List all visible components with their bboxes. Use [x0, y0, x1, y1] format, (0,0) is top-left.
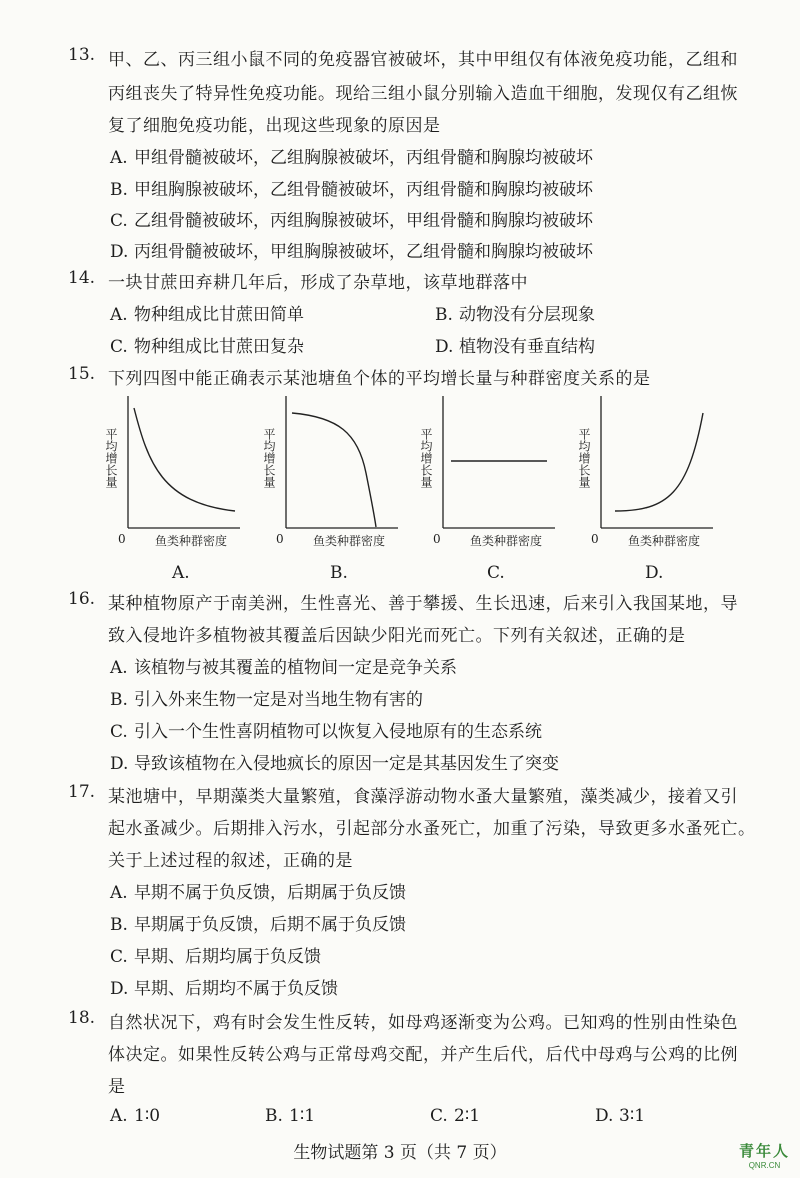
question-stem-line: 一块甘蔗田弃耕几年后，形成了杂草地，该草地群落中	[108, 273, 528, 293]
graph-option-b: B.	[330, 563, 348, 583]
question-number: 16.	[68, 589, 96, 609]
option-d: D. 早期、后期均不属于负反馈	[110, 979, 338, 999]
question-stem-line: 丙组丧失了特异性免疫功能。现给三组小鼠分别输入造血干细胞，发现仅有乙组恢	[108, 84, 738, 104]
question-stem-line: 某池塘中，早期藻类大量繁殖，食藻浮游动物水蚤大量繁殖，藻类减少，接着又引	[108, 787, 738, 807]
option-b: B. 引入外来生物一定是对当地生物有害的	[110, 690, 423, 710]
option-c: C. 早期、后期均属于负反馈	[110, 947, 321, 967]
option-a: A. 物种组成比甘蔗田简单	[110, 305, 304, 325]
graph-a	[100, 393, 250, 558]
option-d: D. 导致该植物在入侵地疯长的原因一定是其基因发生了突变	[110, 754, 559, 774]
question-stem-line: 复了细胞免疫功能，出现这些现象的原因是	[108, 116, 441, 136]
graph-option-d: D.	[645, 563, 664, 583]
option-d: D. 3∶1	[595, 1106, 646, 1126]
x-axis-label: 鱼类种群密度	[470, 534, 543, 548]
option-b: B. 1∶1	[265, 1106, 316, 1126]
option-a: A. 1∶0	[110, 1106, 161, 1126]
x-axis-label: 鱼类种群密度	[313, 534, 386, 548]
origin-label: 0	[433, 532, 441, 546]
y-axis-label: 平均增长量	[262, 428, 276, 488]
curve-line	[292, 413, 376, 527]
option-b: B. 早期属于负反馈，后期不属于负反馈	[110, 915, 406, 935]
option-c: C. 引入一个生性喜阴植物可以恢复入侵地原有的生态系统	[110, 722, 542, 742]
question-stem-line: 关于上述过程的叙述，正确的是	[108, 851, 353, 871]
question-number: 15.	[68, 364, 96, 384]
option-d: D. 丙组骨髓被破坏，甲组胸腺被破坏，乙组骨髓和胸腺均被破坏	[110, 242, 593, 262]
question-stem-line: 自然状况下，鸡有时会发生性反转，如母鸡逐渐变为公鸡。已知鸡的性别由性染色	[108, 1013, 738, 1033]
origin-label: 0	[276, 532, 284, 546]
graph-d	[573, 393, 723, 558]
graph-option-a: A.	[172, 563, 190, 583]
question-stem-line: 起水蚤减少。后期排入污水，引起部分水蚤死亡，加重了污染，导致更多水蚤死亡。	[108, 819, 756, 839]
graph-option-c: C.	[487, 563, 505, 583]
option-b: B. 动物没有分层现象	[435, 305, 595, 325]
curve-line	[615, 413, 703, 511]
question-number: 14.	[68, 268, 96, 288]
watermark-logo: 青年人 QNR.CN	[738, 1143, 790, 1170]
graph-svg	[573, 393, 723, 553]
option-b: B. 甲组胸腺被破坏，乙组骨髓被破坏，丙组骨髓和胸腺均被破坏	[110, 180, 593, 200]
question-stem-line: 体决定。如果性反转公鸡与正常母鸡交配，并产生后代，后代中母鸡与公鸡的比例	[108, 1045, 738, 1065]
graph-svg	[258, 393, 408, 553]
graph-b	[258, 393, 408, 558]
question-stem-line: 某种植物原产于南美洲，生性喜光、善于攀援、生长迅速，后来引入我国某地，导	[108, 594, 738, 614]
question-number: 13.	[68, 45, 96, 65]
option-a: A. 甲组骨髓被破坏，乙组胸腺被破坏，丙组骨髓和胸腺均被破坏	[110, 148, 593, 168]
question-stem-line: 致入侵地许多植物被其覆盖后因缺少阳光而死亡。下列有关叙述，正确的是	[108, 626, 686, 646]
option-a: A. 该植物与被其覆盖的植物间一定是竞争关系	[110, 658, 457, 678]
x-axis-label: 鱼类种群密度	[628, 534, 701, 548]
page-footer: 生物试题第 3 页（共 7 页）	[293, 1143, 507, 1163]
y-axis-label: 平均增长量	[577, 428, 591, 488]
graph-c	[415, 393, 565, 558]
question-number: 18.	[68, 1008, 96, 1028]
graph-svg	[415, 393, 565, 553]
question-stem-line: 甲、乙、丙三组小鼠不同的免疫器官被破坏，其中甲组仅有体液免疫功能，乙组和	[108, 50, 738, 70]
y-axis-label: 平均增长量	[104, 428, 118, 488]
question-number: 17.	[68, 782, 96, 802]
curve-line	[134, 408, 235, 511]
option-c: C. 物种组成比甘蔗田复杂	[110, 337, 304, 357]
option-a: A. 早期不属于负反馈，后期属于负反馈	[110, 883, 406, 903]
question-stem-line: 下列四图中能正确表示某池塘鱼个体的平均增长量与种群密度关系的是	[108, 369, 651, 389]
option-d: D. 植物没有垂直结构	[435, 337, 595, 357]
graph-svg	[100, 393, 250, 553]
y-axis-label: 平均增长量	[419, 428, 433, 488]
question-stem-line: 是	[108, 1077, 126, 1097]
origin-label: 0	[591, 532, 599, 546]
x-axis-label: 鱼类种群密度	[155, 534, 228, 548]
origin-label: 0	[118, 532, 126, 546]
option-c: C. 2∶1	[430, 1106, 481, 1126]
option-c: C. 乙组骨髓被破坏，丙组胸腺被破坏，甲组骨髓和胸腺均被破坏	[110, 211, 593, 231]
